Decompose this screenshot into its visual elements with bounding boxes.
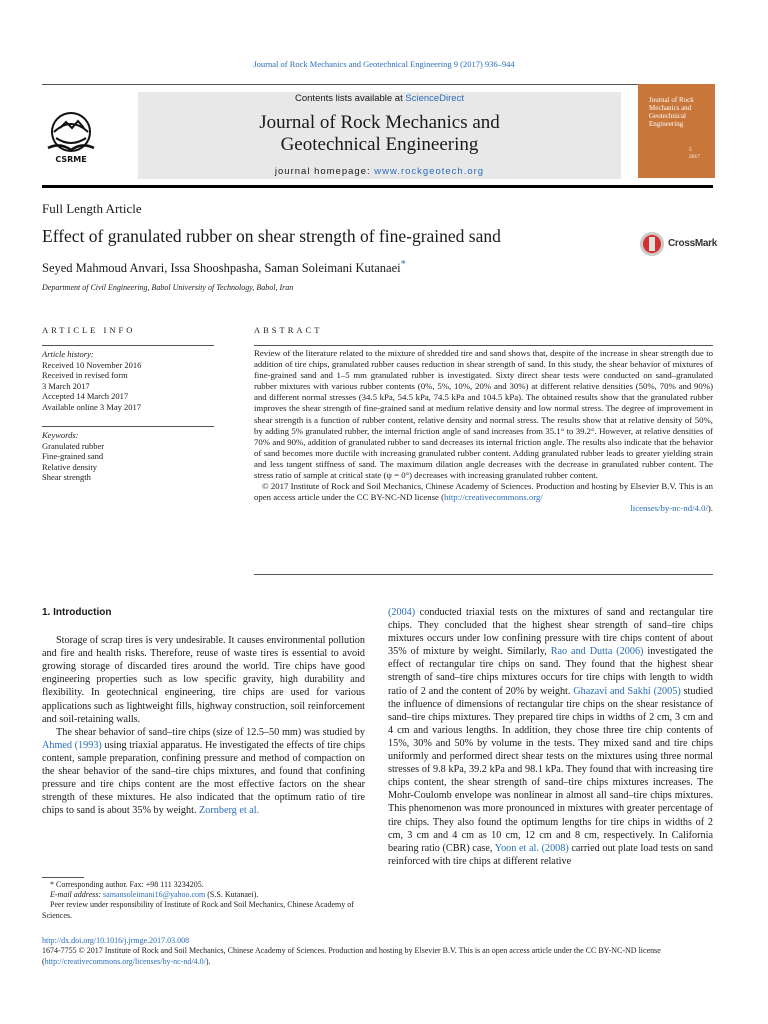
citation-zornberg[interactable]: Zornberg et al.: [199, 805, 260, 817]
history-item: Available online 3 May 2017: [42, 401, 141, 412]
email-label: E-mail address:: [50, 890, 104, 900]
cover-title: Journal of Rock Mechanics and Geotechnical Engineering: [649, 96, 694, 128]
left-column: [42, 606, 365, 817]
journal-title-line-1: Journal of Rock Mechanics and: [259, 112, 500, 133]
history-label: Article history:: [42, 349, 94, 359]
abstract-heading: ABSTRACT: [254, 325, 323, 335]
article-history: [42, 349, 141, 413]
corresponding-author-mark[interactable]: *: [400, 259, 406, 270]
copyright-text: © 2017 Institute of Rock and Soil Mechanics, Chinese Academy of Sciences. Production and hosting by Elsevier B.V. This is an open access article under the CC BY-NC-ND license (: [254, 481, 713, 503]
issn-copyright-line: [42, 946, 713, 967]
keyword: Granulated rubber: [42, 440, 105, 451]
journal-title-line-2: Geotechnical Engineering: [280, 134, 479, 155]
corresponding-author-note: * Corresponding author. Fax: +98 111 3234205.: [50, 880, 204, 889]
intro-paragraph-1: Storage of scrap tires is very undesirable. It causes environmental pollution and fire and health risks. Therefore, reuse of waste tires is essential to avoid growing storage of discarded tires around the world. Tire chips have good engineering properties such as low specific gravity, high durability and flexibility. In geotechnical engineering, tire chips are used for various applications such as lightweight fills, highway construction, soil reinforcement and soil-retaining walls.: [42, 635, 365, 725]
keywords: [42, 430, 104, 483]
article-info-rule: [42, 345, 214, 346]
right-text-d: carried out plate load tests on sand reinforced with tire chips at different relative: [388, 842, 713, 867]
license-tail: [254, 503, 713, 514]
history-item: 3 March 2017: [42, 380, 90, 391]
keywords-label: Keywords:: [42, 430, 79, 440]
cover-year: 2017: [689, 154, 700, 160]
right-text-b: investigated the effect of rectangular tire chips on sand. They found that the highest shear strength of sand–tire chips mixtures occurs for tire chips with length to width ratio of 2 and the content of 20% by weight.: [388, 646, 713, 697]
history-item: Received in revised form: [42, 370, 128, 381]
history-item: Received 10 November 2016: [42, 359, 142, 370]
license-close: ).: [707, 503, 713, 514]
bottom-license-close: ).: [205, 956, 211, 966]
crossmark-label[interactable]: CrossMark: [668, 238, 717, 249]
contents-line: [138, 93, 621, 104]
footnotes: [42, 880, 365, 921]
right-text-a: conducted triaxial tests on the mixtures of sand and rectangular tire chips. They concluded that the highest shear strength of sand–tire chips mixtures occurs under low confining pressure with tire chips content of about 35% of mixture by weight. Similarly,: [388, 607, 713, 658]
abstract-text: Review of the literature related to the mixture of shredded tire and sand shows that, despite of the increase in shear strength due to addition of tire chips, granulated rubber causes reduction in shear strength of sand. In this study, the shear behavior of mixtures of fine-grained sand and 1–5 mm granulated rubber is investigated. Sixty direct shear tests were conducted on sand–granulated rubber mixtures with various rubber contents (0%, 5%, 10%, 20% and 30%) at different relative densities (50%, 70% and 90%) and different normal stresses (34.5 kPa, 54.5 kPa, 74.5 kPa and 104.5 kPa). The obtained results show that the granulated rubber improves the shear strength of fine-grained sand at medium relative density and low normal stress. The degree of improvement in shear strength is a function of rubber content, relative density and normal stress. The results show that at relative density of 50%, by adding 5% granulated rubber, the internal friction angle of sand increases from 35.1° to 39.2°. However, at relative densities of 70% and 90%, addition of granulated rubber to sand decreases its internal friction angle. The results also indicate that the behavior of sand becomes more ductile with increasing granulated rubber content. Adding granulated rubber leads to greater yielding strain and less tangent stiffness of sand. The maximum dilation angle decreases with the decrease in granulated rubber content. The stress ratio of sample at critical state (ψ = 0°) decreases with increasing granulated rubber content.: [254, 348, 713, 481]
csrme-logo-text: CSRME: [55, 155, 87, 164]
keyword: Shear strength: [42, 472, 91, 483]
citation-ahmed-1993[interactable]: Ahmed (1993): [42, 739, 102, 751]
citation-zornberg-2004[interactable]: (2004): [388, 607, 416, 618]
intro-paragraph-2: [42, 726, 365, 818]
article-info-heading: ARTICLE INFO: [42, 325, 136, 335]
footnote-rule: [42, 877, 84, 878]
issn-copyright-text: 1674-7755 © 2017 Institute of Rock and Soil Mechanics, Chinese Academy of Sciences. Production and hosting by Elsevier B.V. This is an open access article under the CC BY-NC-ND license (: [42, 946, 661, 966]
cover-number: 5: [689, 147, 692, 153]
affiliation: Department of Civil Engineering, Babol University of Technology, Babol, Iran: [42, 283, 294, 292]
citation-rao-dutta-2006[interactable]: Rao and Dutta (2006): [550, 646, 644, 658]
sciencedirect-link[interactable]: ScienceDirect: [405, 93, 464, 104]
peer-review-note: Peer review under responsibility of Institute of Rock and Soil Mechanics, Chinese Academy of Sciences.: [42, 900, 354, 920]
header-rule-bottom: [42, 185, 713, 188]
citation-yoon-2008[interactable]: Yoon et al. (2008): [494, 842, 569, 854]
homepage-prefix: journal homepage:: [274, 166, 375, 177]
homepage-link[interactable]: www.rockgeotech.org: [374, 166, 485, 177]
email-tail: (S.S. Kutanaei).: [205, 890, 259, 900]
article-title: Effect of granulated rubber on shear strength of fine-grained sand: [42, 226, 501, 246]
csrme-logo-icon: [42, 108, 100, 164]
right-text-c: studied the influence of dimensions of rectangular tire chips on the shear resistance of sand–tire chips mixtures. They prepared tire chips in widths of 2 cm, 3 cm and 4 cm and various lengths. In addition, they chose three tire chip contents of 15%, 30% and 50% by volume in the tests. They mixed sand and tire chips uniformly and performed direct shear tests on the mixtures using three normal stresses of 9.8 kPa, 39.2 kPa and 98.1 kPa. They found that with increasing tire chips content, the shear strength of sand–tire chips mixtures increases. The Mohr-Coulomb envelope was nonlinear in almost all sand–tire chips mixtures. This phenomenon was more pronounced in mixtures with greater percentage of tire chips. They also found the optimum lengths for tire chips in widths of 2 cm, 3 cm and 4 cm as 10 cm, 12 cm and 8 cm, respectively. In California bearing ratio (CBR) case,: [388, 685, 714, 854]
abstract-bottom-rule: [254, 574, 713, 575]
doi-link[interactable]: http://dx.doi.org/10.1016/j.jrmge.2017.03.008: [42, 936, 190, 945]
keyword: Fine-grained sand: [42, 451, 104, 462]
license-link-part-1[interactable]: http://creativecommons.org/: [444, 492, 543, 503]
article-type: Full Length Article: [42, 201, 142, 216]
keyword: Relative density: [42, 461, 98, 472]
homepage-line: [138, 166, 621, 177]
section-heading-introduction: 1. Introduction: [42, 607, 112, 618]
bottom-license-link[interactable]: http://creativecommons.org/licenses/by-nc-nd/4.0/: [44, 956, 206, 966]
abstract-rule: [254, 345, 713, 346]
right-paragraph: [388, 606, 713, 868]
history-item: Accepted 14 March 2017: [42, 391, 129, 402]
abstract-body: [254, 348, 713, 514]
contents-prefix: Contents lists available at: [295, 93, 406, 104]
keywords-rule: [42, 426, 214, 427]
author-names: Seyed Mahmoud Anvari, Issa Shooshpasha, Saman Soleimani Kutanaei: [42, 261, 401, 276]
citation-ghazavi-sakhi-2005[interactable]: Ghazavi and Sakhi (2005): [573, 685, 681, 697]
p2-text-b: using triaxial apparatus. He investigated the effects of tire chips content, sample preparation, confining pressure and method of compaction on the shear behavior of the sand–tire chips mixtures, and found that confining pressure and tire chips content are the most effective factors on the shear strength of these mixtures. He also indicated that the optimum ratio of tire chips to sand is about 35% by weight.: [42, 739, 365, 817]
right-column: [388, 606, 713, 868]
email-note: [42, 890, 365, 900]
bottom-block: [42, 936, 713, 967]
journal-title: [138, 112, 621, 156]
email-link[interactable]: samansoleimani16@yahoo.com: [103, 890, 206, 900]
authors: [42, 259, 406, 276]
license-link-part-2[interactable]: licenses/by-nc-nd/4.0/: [630, 503, 708, 514]
abstract-copyright: [254, 481, 713, 503]
p2-text-a: The shear behavior of sand–tire chips (size of 12.5–50 mm) was studied by: [56, 726, 365, 738]
header-rule-top: [42, 84, 713, 85]
running-head: Journal of Rock Mechanics and Geotechnical Engineering 9 (2017) 936–944: [253, 59, 515, 69]
